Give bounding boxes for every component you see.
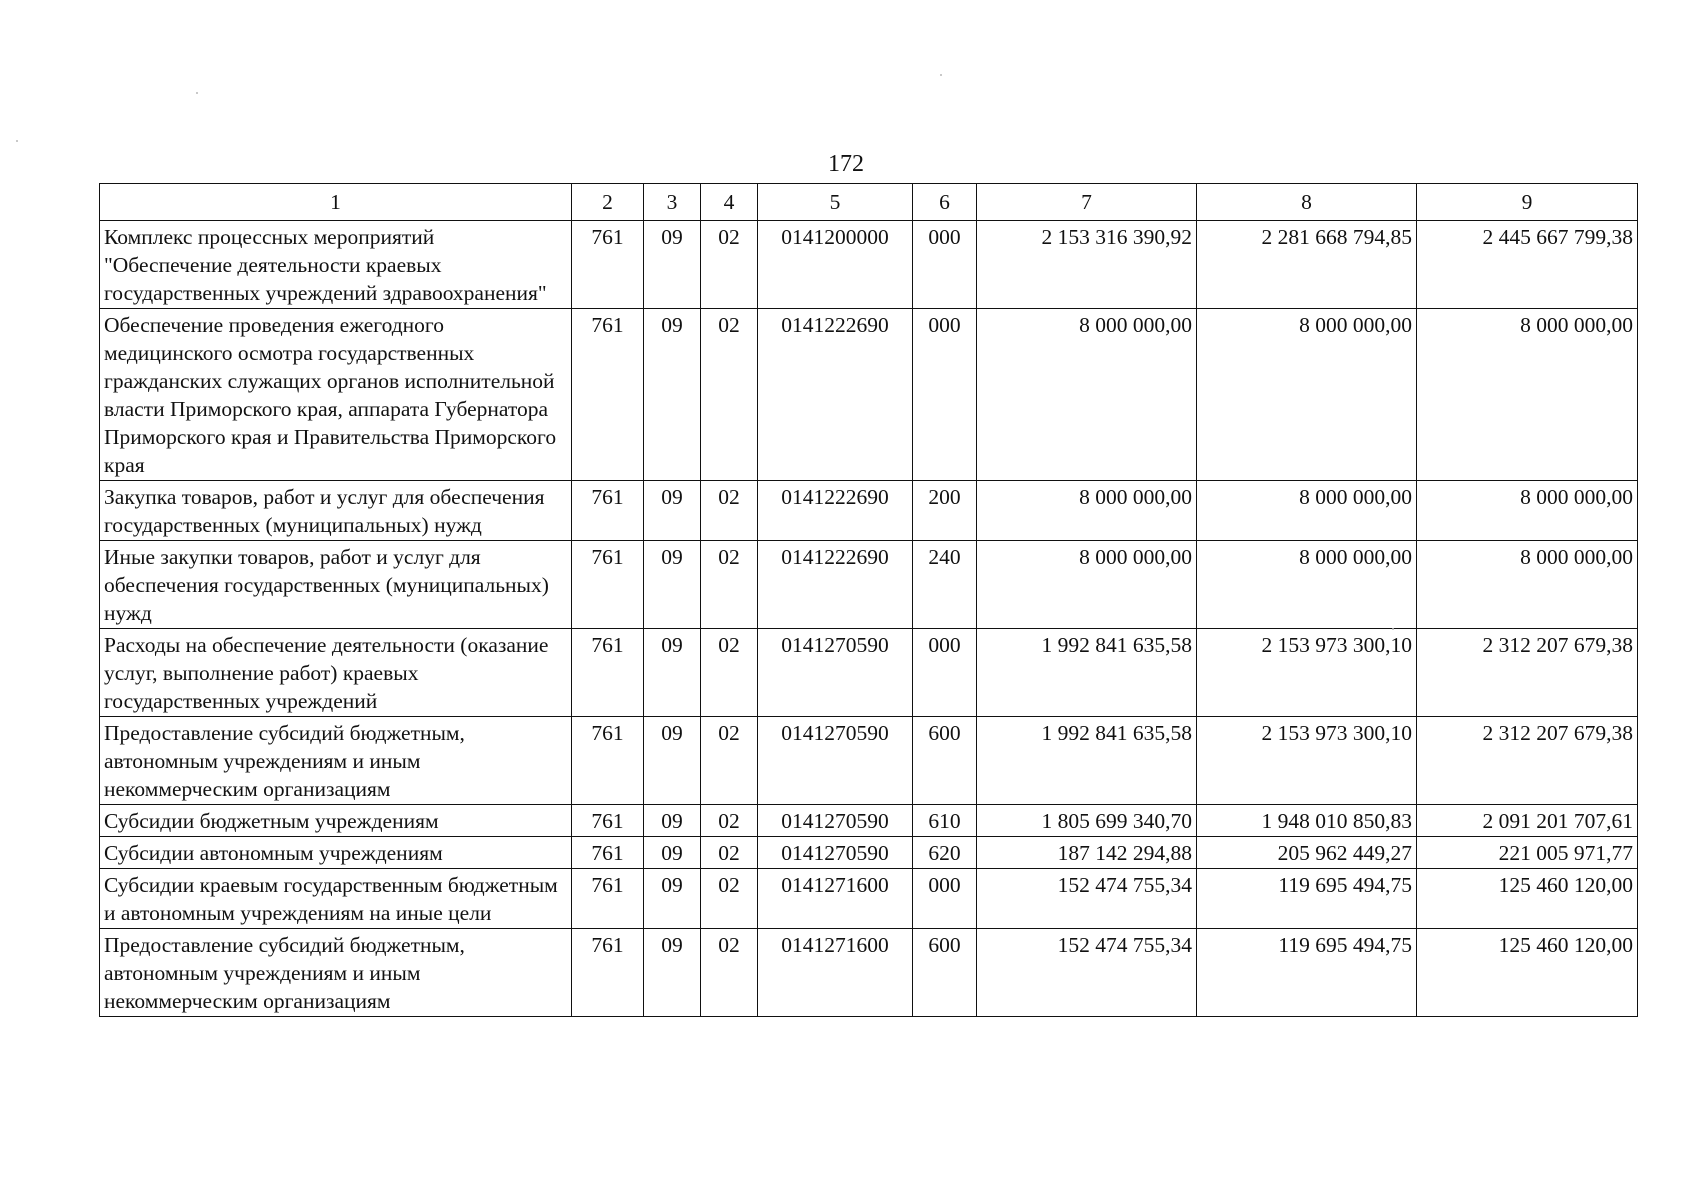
admin-code: 761 <box>572 309 644 481</box>
subsection-code: 02 <box>701 629 758 717</box>
amount-col9: 221 005 971,77 <box>1417 837 1638 869</box>
section-code: 09 <box>644 541 701 629</box>
amount-col8: 119 695 494,75 <box>1197 929 1417 1017</box>
target-article-code: 0141270590 <box>758 717 913 805</box>
subsection-code: 02 <box>701 309 758 481</box>
column-header: 5 <box>758 184 913 221</box>
table-row <box>100 541 1638 629</box>
target-article-code: 0141271600 <box>758 869 913 929</box>
subsection-code: 02 <box>701 805 758 837</box>
amount-col9: 2 445 667 799,38 <box>1417 221 1638 309</box>
row-name: Комплекс процессных мероприятий "Обеспечение деятельности краевых государственных учреждений здравоохранения" <box>100 221 572 309</box>
scan-speck <box>1392 628 1394 630</box>
subsection-code: 02 <box>701 541 758 629</box>
expense-type-code: 000 <box>913 221 977 309</box>
amount-col7: 2 153 316 390,92 <box>977 221 1197 309</box>
expense-type-code: 600 <box>913 929 977 1017</box>
row-name: Иные закупки товаров, работ и услуг для обеспечения государственных (муниципальных) нужд <box>100 541 572 629</box>
amount-col7: 8 000 000,00 <box>977 541 1197 629</box>
admin-code: 761 <box>572 541 644 629</box>
amount-col9: 2 312 207 679,38 <box>1417 629 1638 717</box>
row-name: Субсидии краевым государственным бюджетным и автономным учреждениям на иные цели <box>100 869 572 929</box>
amount-col9: 2 312 207 679,38 <box>1417 717 1638 805</box>
admin-code: 761 <box>572 929 644 1017</box>
expense-type-code: 240 <box>913 541 977 629</box>
section-code: 09 <box>644 629 701 717</box>
amount-col7: 1 992 841 635,58 <box>977 717 1197 805</box>
amount-col8: 8 000 000,00 <box>1197 481 1417 541</box>
column-header: 6 <box>913 184 977 221</box>
amount-col7: 152 474 755,34 <box>977 929 1197 1017</box>
column-header: 1 <box>100 184 572 221</box>
amount-col8: 2 281 668 794,85 <box>1197 221 1417 309</box>
subsection-code: 02 <box>701 481 758 541</box>
section-code: 09 <box>644 717 701 805</box>
subsection-code: 02 <box>701 717 758 805</box>
table-row <box>100 869 1638 929</box>
section-code: 09 <box>644 805 701 837</box>
admin-code: 761 <box>572 629 644 717</box>
expense-type-code: 620 <box>913 837 977 869</box>
amount-col8: 2 153 973 300,10 <box>1197 717 1417 805</box>
page-number: 172 <box>828 151 864 177</box>
scan-speck <box>16 140 18 142</box>
target-article-code: 0141222690 <box>758 541 913 629</box>
table-row <box>100 805 1638 837</box>
target-article-code: 0141222690 <box>758 481 913 541</box>
row-name: Расходы на обеспечение деятельности (оказание услуг, выполнение работ) краевых государственных учреждений <box>100 629 572 717</box>
header-row <box>100 184 1638 221</box>
admin-code: 761 <box>572 481 644 541</box>
column-header: 7 <box>977 184 1197 221</box>
amount-col8: 8 000 000,00 <box>1197 541 1417 629</box>
admin-code: 761 <box>572 717 644 805</box>
target-article-code: 0141271600 <box>758 929 913 1017</box>
subsection-code: 02 <box>701 869 758 929</box>
table-row <box>100 929 1638 1017</box>
row-name: Субсидии бюджетным учреждениям <box>100 805 572 837</box>
amount-col7: 152 474 755,34 <box>977 869 1197 929</box>
scan-speck <box>940 74 942 76</box>
section-code: 09 <box>644 221 701 309</box>
section-code: 09 <box>644 869 701 929</box>
admin-code: 761 <box>572 805 644 837</box>
amount-col7: 187 142 294,88 <box>977 837 1197 869</box>
amount-col9: 125 460 120,00 <box>1417 869 1638 929</box>
table-row <box>100 837 1638 869</box>
amount-col9: 8 000 000,00 <box>1417 309 1638 481</box>
admin-code: 761 <box>572 221 644 309</box>
expense-type-code: 200 <box>913 481 977 541</box>
table-row <box>100 629 1638 717</box>
amount-col9: 8 000 000,00 <box>1417 541 1638 629</box>
row-name: Закупка товаров, работ и услуг для обеспечения государственных (муниципальных) нужд <box>100 481 572 541</box>
budget-table <box>99 183 1638 1017</box>
target-article-code: 0141222690 <box>758 309 913 481</box>
expense-type-code: 000 <box>913 309 977 481</box>
amount-col7: 8 000 000,00 <box>977 481 1197 541</box>
target-article-code: 0141270590 <box>758 805 913 837</box>
amount-col8: 1 948 010 850,83 <box>1197 805 1417 837</box>
admin-code: 761 <box>572 837 644 869</box>
column-header: 8 <box>1197 184 1417 221</box>
amount-col9: 125 460 120,00 <box>1417 929 1638 1017</box>
expense-type-code: 610 <box>913 805 977 837</box>
amount-col7: 1 992 841 635,58 <box>977 629 1197 717</box>
subsection-code: 02 <box>701 837 758 869</box>
column-header: 4 <box>701 184 758 221</box>
amount-col9: 2 091 201 707,61 <box>1417 805 1638 837</box>
amount-col8: 2 153 973 300,10 <box>1197 629 1417 717</box>
section-code: 09 <box>644 481 701 541</box>
expense-type-code: 000 <box>913 629 977 717</box>
table-row <box>100 309 1638 481</box>
column-header: 9 <box>1417 184 1638 221</box>
table-row <box>100 481 1638 541</box>
amount-col8: 119 695 494,75 <box>1197 869 1417 929</box>
row-name: Предоставление субсидий бюджетным, автономным учреждениям и иным некоммерческим организациям <box>100 929 572 1017</box>
section-code: 09 <box>644 929 701 1017</box>
column-header: 3 <box>644 184 701 221</box>
expense-type-code: 000 <box>913 869 977 929</box>
amount-col7: 1 805 699 340,70 <box>977 805 1197 837</box>
table-row <box>100 717 1638 805</box>
admin-code: 761 <box>572 869 644 929</box>
amount-col7: 8 000 000,00 <box>977 309 1197 481</box>
expense-type-code: 600 <box>913 717 977 805</box>
amount-col9: 8 000 000,00 <box>1417 481 1638 541</box>
target-article-code: 0141270590 <box>758 837 913 869</box>
target-article-code: 0141200000 <box>758 221 913 309</box>
column-header: 2 <box>572 184 644 221</box>
section-code: 09 <box>644 309 701 481</box>
row-name: Обеспечение проведения ежегодного медицинского осмотра государственных гражданских служащих органов исполнительной власти Приморского края, аппарата Губернатора Приморского края и Правительства Приморского края <box>100 309 572 481</box>
scan-speck <box>196 92 198 94</box>
amount-col8: 8 000 000,00 <box>1197 309 1417 481</box>
amount-col8: 205 962 449,27 <box>1197 837 1417 869</box>
subsection-code: 02 <box>701 221 758 309</box>
subsection-code: 02 <box>701 929 758 1017</box>
table-row <box>100 221 1638 309</box>
row-name: Предоставление субсидий бюджетным, автономным учреждениям и иным некоммерческим организациям <box>100 717 572 805</box>
section-code: 09 <box>644 837 701 869</box>
target-article-code: 0141270590 <box>758 629 913 717</box>
row-name: Субсидии автономным учреждениям <box>100 837 572 869</box>
